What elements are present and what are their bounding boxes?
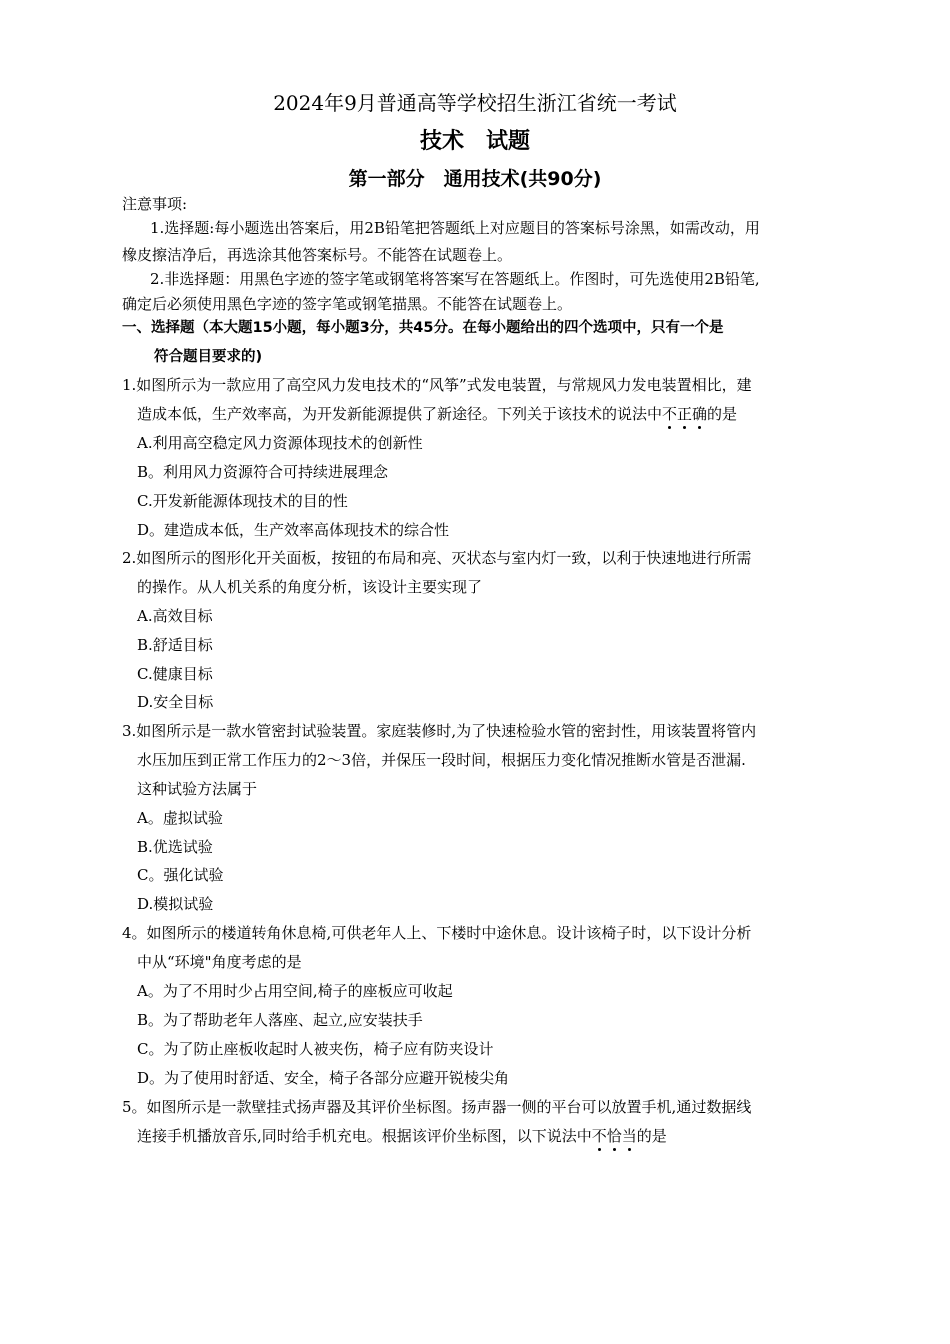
q3-option-b: B.优选试验 — [137, 838, 213, 856]
q4-option-d: D。为了使用时舒适、安全，椅子各部分应避开锐棱尖角 — [137, 1069, 510, 1087]
q4-option-c: C。为了防止座板收起时人被夹伤，椅子应有防夹设计 — [137, 1040, 494, 1058]
q3-stem-line-2: 水压加压到正常工作压力的2～3倍，并保压一段时间，根据压力变化情况推断水管是否泄漏. — [137, 751, 746, 769]
section-heading-line-1: 一、选择题（本大题15小题，每小题3分，共45分。在每小题给出的四个选项中，只有一个是 — [122, 320, 724, 336]
q2-option-a: A.高效目标 — [137, 607, 213, 625]
q2-option-b: B.舒适目标 — [137, 636, 213, 654]
q5-stem-pre: 连接手机播放音乐,同时给手机充电。根据该评价坐标图，以下说法中 — [137, 1127, 592, 1145]
q4-option-b: B。为了帮助老年人落座、起立,应安装扶手 — [137, 1011, 423, 1029]
notice-item-1-line-2: 橡皮擦洁净后，再选涂其他答案标号。不能答在试题卷上。 — [122, 246, 513, 264]
q5-emphasis: 不恰当 — [592, 1127, 637, 1145]
section-heading-line-2: 符合题目要求的) — [154, 349, 263, 365]
q4-option-a: A。为了不用时少占用空间,椅子的座板应可收起 — [137, 982, 453, 1000]
exam-title: 2024年9月普通高等学校招生浙江省统一考试 — [273, 91, 677, 115]
q3-option-d: D.模拟试验 — [137, 895, 214, 913]
notice-item-2-line-2: 确定后必须使用黑色字迹的签字笔或钢笔描黑。不能答在试题卷上。 — [122, 295, 573, 313]
q1-stem-pre: 造成本低，生产效率高，为开发新能源提供了新途径。下列关于该技术的说法中 — [137, 405, 663, 423]
q3-stem-line-1: 3.如图所示是一款水管密封试验装置。家庭装修时,为了快速检验水管的密封性，用该装置将管内 — [122, 722, 757, 740]
q5-stem-post: 的是 — [636, 1127, 667, 1145]
q2-stem-line-2: 的操作。从人机关系的角度分析，该设计主要实现了 — [137, 578, 483, 596]
q1-stem-line-2 — [137, 404, 737, 424]
q4-stem-line-1: 4。如图所示的楼道转角休息椅,可供老年人上、下楼时中途休息。设计该椅子时，以下设计分析 — [122, 924, 752, 942]
notice-item-1-line-1: 1.选择题:每小题选出答案后，用2B铅笔把答题纸上对应题目的答案标号涂黑，如需改动，用 — [150, 219, 760, 237]
subject-title: 技术 试题 — [419, 129, 530, 154]
q5-stem-line-1: 5。如图所示是一款壁挂式扬声器及其评价坐标图。扬声器一侧的平台可以放置手机,通过数据线 — [122, 1098, 752, 1116]
q2-option-d: D.安全目标 — [137, 693, 214, 711]
q5-stem-line-2 — [137, 1126, 667, 1146]
part-title: 第一部分 通用技术(共90分) — [348, 168, 602, 190]
q3-stem-line-3: 这种试验方法属于 — [137, 780, 258, 798]
q2-stem-line-1: 2.如图所示的图形化开关面板，按钮的布局和亮、灭状态与室内灯一致，以利于快速地进行所需 — [122, 549, 752, 567]
q4-stem-line-2: 中从“环境"角度考虑的是 — [137, 953, 302, 971]
q1-stem-line-1: 1.如图所示为一款应用了高空风力发电技术的“风筝”式发电装置，与常规风力发电装置相比，建 — [122, 376, 752, 394]
q1-option-c: C.开发新能源体现技术的目的性 — [137, 492, 348, 510]
notice-item-2-line-1: 2.非选择题：用黑色字迹的签字笔或钢笔将答案写在答题纸上。作图时，可先选使用2B铅笔, — [150, 270, 760, 288]
q2-option-c: C.健康目标 — [137, 665, 213, 683]
q1-option-a: A.利用高空稳定风力资源体现技术的创新性 — [137, 434, 423, 452]
q3-option-c: C。强化试验 — [137, 866, 224, 884]
q3-option-a: A。虚拟试验 — [137, 809, 223, 827]
q1-option-b: B。利用风力资源符合可持续进展理念 — [137, 463, 389, 481]
q1-stem-post: 的是 — [707, 405, 738, 423]
q1-option-d: D。建造成本低，生产效率高体现技术的综合性 — [137, 521, 450, 539]
q1-emphasis: 不正确 — [662, 405, 707, 423]
notice-heading: 注意事项: — [122, 195, 188, 213]
